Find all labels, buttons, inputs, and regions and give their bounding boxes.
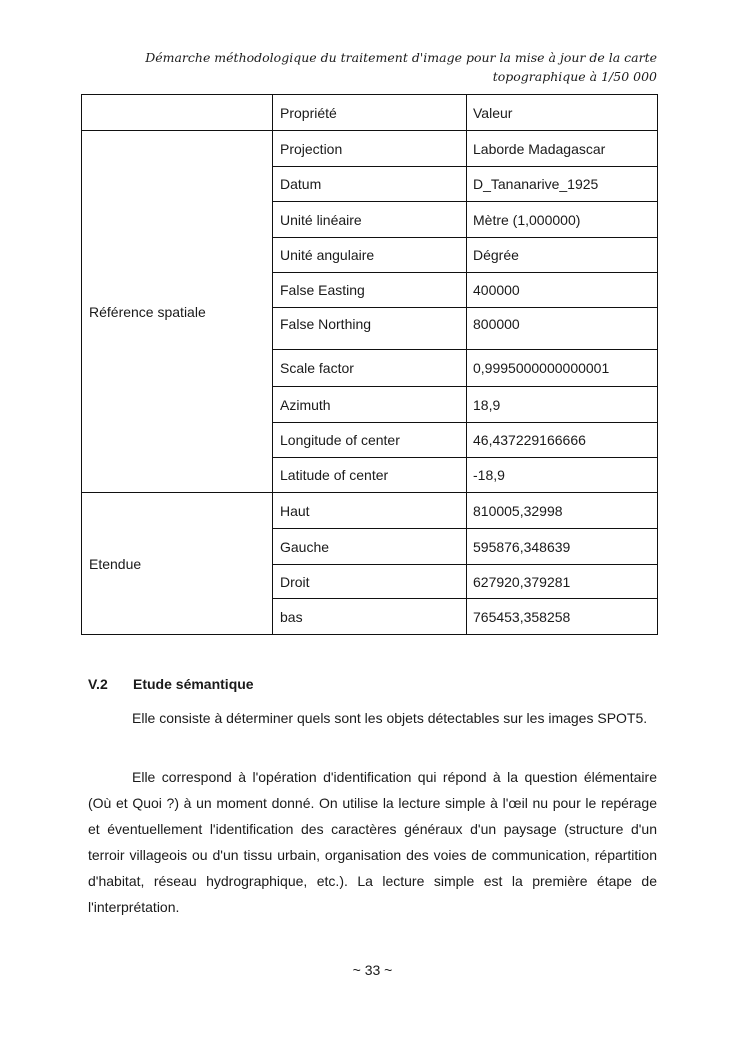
value-cell: 810005,32998 — [467, 493, 658, 529]
property-cell: Unité angulaire — [273, 238, 467, 273]
property-cell: Datum — [273, 167, 467, 202]
section-number: V.2 — [88, 676, 108, 692]
value-cell: 400000 — [467, 273, 658, 308]
value-cell: 595876,348639 — [467, 529, 658, 565]
value-cell: Mètre (1,000000) — [467, 202, 658, 238]
value-cell: 627920,379281 — [467, 565, 658, 599]
property-cell: Scale factor — [273, 350, 467, 387]
table-header-property: Propriété — [273, 95, 467, 131]
paragraph — [88, 764, 657, 920]
group-label-reference-spatiale: Référence spatiale — [82, 131, 273, 493]
property-cell: Longitude of center — [273, 423, 467, 458]
property-cell: Haut — [273, 493, 467, 529]
table-row — [82, 131, 658, 167]
page-number: ~ 33 ~ — [352, 962, 393, 978]
property-cell: Latitude of center — [273, 458, 467, 493]
paragraph-text: Elle consiste à déterminer quels sont les objets détectables sur les images SPOT5. — [132, 710, 648, 726]
value-cell: 18,9 — [467, 387, 658, 423]
value-cell: -18,9 — [467, 458, 658, 493]
value-cell: Dégrée — [467, 238, 658, 273]
property-cell: Azimuth — [273, 387, 467, 423]
property-cell: False Northing — [273, 308, 467, 350]
section-heading — [88, 676, 254, 692]
property-cell: Unité linéaire — [273, 202, 467, 238]
property-cell: Gauche — [273, 529, 467, 565]
value-cell: 800000 — [467, 308, 658, 350]
paragraph-text: Elle correspond à l'opération d'identification qui répond à la question élémentaire (Où et Quoi ?) à un moment donné. On utilise la lecture simple à l'œil nu pour le repérage et éventuellement l'identification des caractères généraux d'un paysage (structure d'un terroir villageois ou d'un tissu urbain, organisation des voies de communication, répartition d'habitat, réseau hydrographique, etc.). La lecture simple est la première étape de l'interprétation. — [88, 769, 657, 915]
table-header-empty — [82, 95, 273, 131]
table-header-row — [82, 95, 658, 131]
section-title: Etude sémantique — [133, 676, 254, 692]
value-cell: 765453,358258 — [467, 599, 658, 635]
table-row — [82, 493, 658, 529]
property-cell: False Easting — [273, 273, 467, 308]
group-label-etendue: Etendue — [82, 493, 273, 635]
value-cell: D_Tananarive_1925 — [467, 167, 658, 202]
property-cell: bas — [273, 599, 467, 635]
running-header-line-2: topographique à 1/50 000 — [492, 69, 657, 84]
paragraph — [88, 705, 657, 731]
running-header-line-1: Démarche méthodologique du traitement d'image pour la mise à jour de la carte — [145, 50, 657, 65]
spatial-properties-table — [81, 94, 658, 635]
property-cell: Droit — [273, 565, 467, 599]
property-cell: Projection — [273, 131, 467, 167]
running-header — [140, 48, 657, 86]
value-cell: 46,437229166666 — [467, 423, 658, 458]
table-header-value: Valeur — [467, 95, 658, 131]
value-cell: 0,9995000000000001 — [467, 350, 658, 387]
value-cell: Laborde Madagascar — [467, 131, 658, 167]
